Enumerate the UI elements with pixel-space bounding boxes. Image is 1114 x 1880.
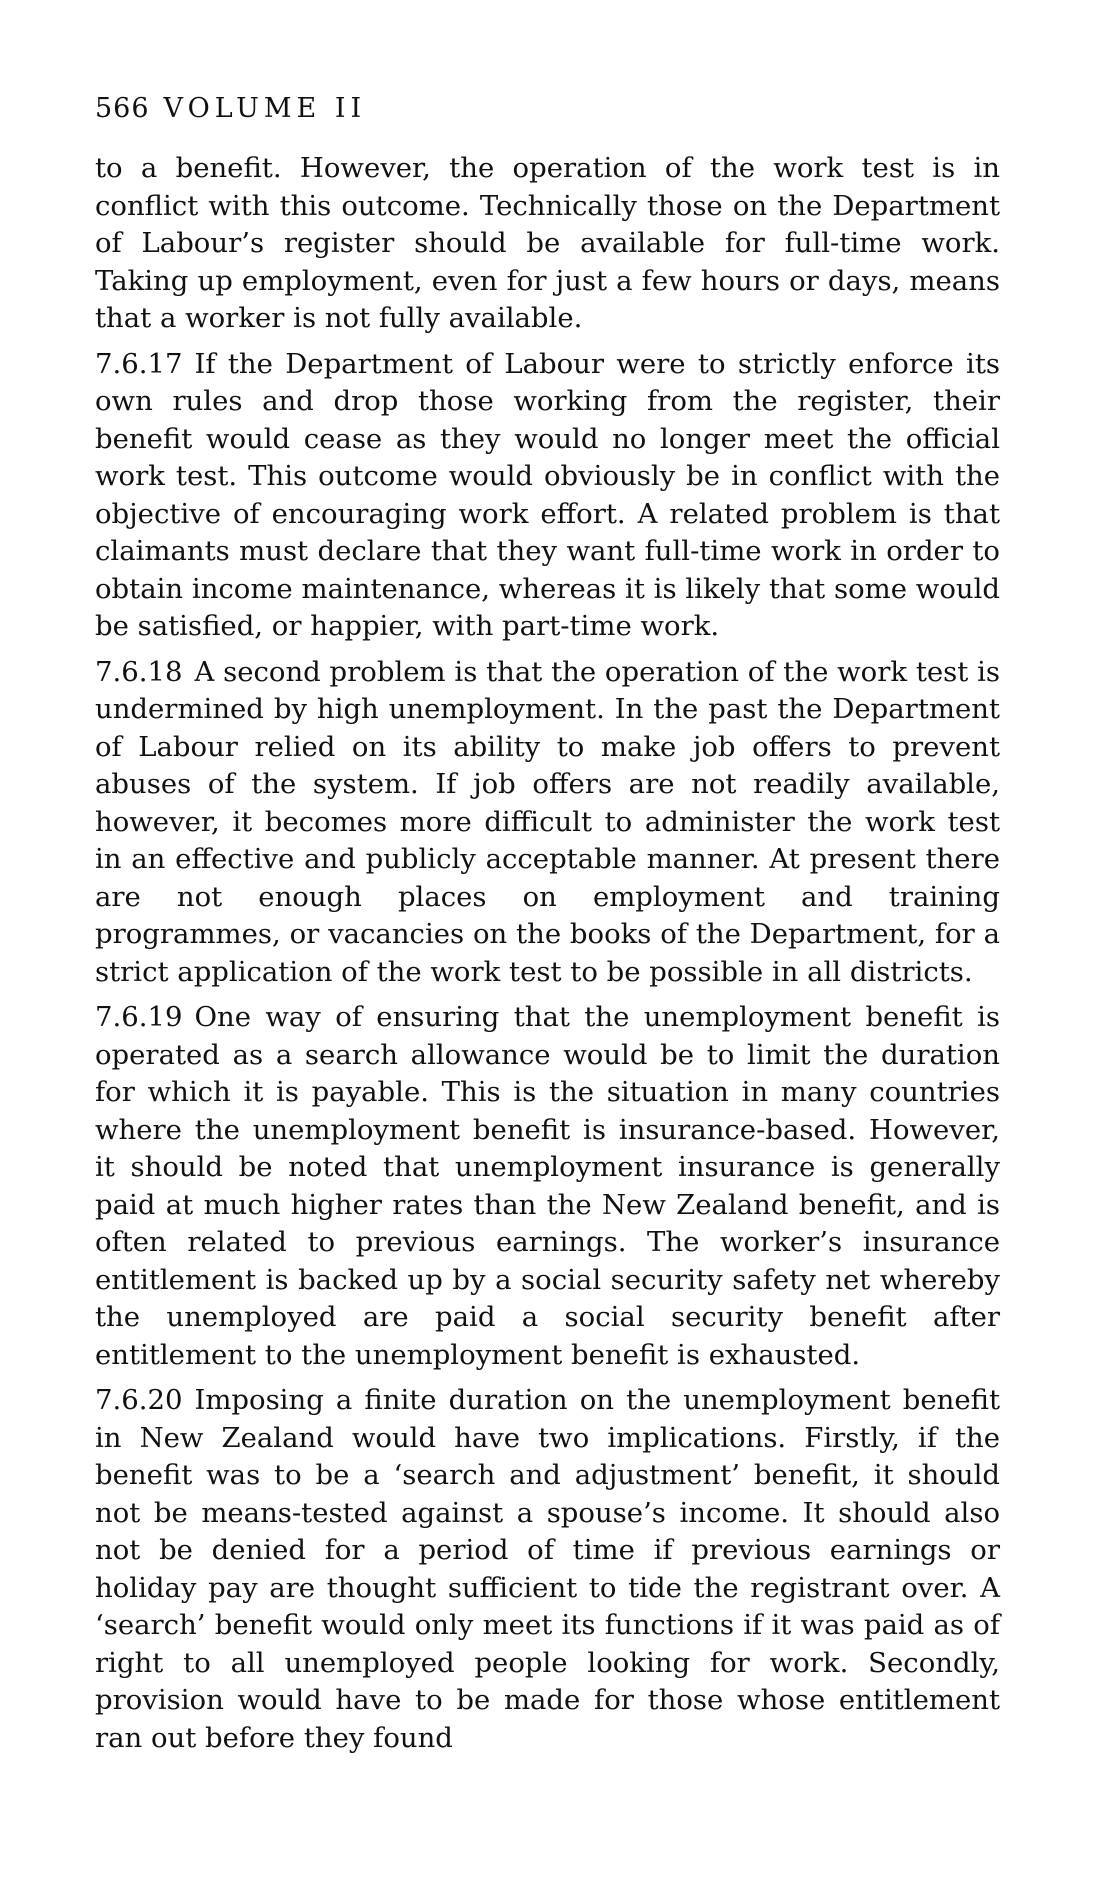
paragraph-text: Imposing a finite duration on the unemployment benefit in New Zealand would have two implications. Firstly, if the benefit was to be a ‘search and adjustment’ benefit, it should not be means-tested against a spouse’s income. It should also not be denied for a period of time if previous earnings or holiday pay are thought sufficient to tide the registrant over. A ‘search’ benefit would only meet its functions if it was paid as of right to all unemployed people looking for work. Secondly, provision would have to be made for those whose entitlement ran out before they found (95, 1384, 1000, 1754)
paragraph-7-6-17 (95, 346, 1000, 646)
paragraph-7-6-18 (95, 654, 1000, 992)
paragraph-text: One way of ensuring that the unemployment benefit is operated as a search allowance would be to limit the duration for which it is payable. This is the situation in many countries where the unemployment benefit is insurance-based. However, it should be noted that unemployment insurance is generally paid at much higher rates than the New Zealand benefit, and is often related to previous earnings. The worker’s insurance entitlement is backed up by a social security safety net whereby the unemployed are paid a social security benefit after entitlement to the unemployment benefit is exhausted. (95, 1001, 1000, 1371)
paragraph-continuation (95, 150, 1000, 338)
paragraph-number: 7.6.18 (95, 655, 183, 688)
paragraph-text: A second problem is that the operation of the work test is undermined by high unemployment. In the past the Department of Labour relied on its ability to make job offers to prevent abuses of the system. If job offers are not readily available, however, it becomes more difficult to administer the work test in an effective and publicly acceptable manner. At present there are not enough places on employment and training programmes, or vacancies on the books of the Department, for a strict application of the work test to be possible in all districts. (95, 655, 1000, 988)
paragraph-7-6-20 (95, 1382, 1000, 1757)
page-number: 566 (95, 93, 150, 124)
paragraph-number: 7.6.17 (95, 347, 183, 380)
page (95, 90, 1000, 1765)
paragraph-text: to a benefit. However, the operation of the work test is in conflict with this outcome. Technically those on the Department of Labour’s register should be available for full-time work. Taking up employment, even for just a few hours or days, means that a worker is not fully available. (95, 152, 1000, 334)
paragraph-7-6-19 (95, 999, 1000, 1374)
volume-label: VOLUME II (163, 93, 367, 124)
paragraph-number: 7.6.20 (95, 1384, 183, 1416)
paragraph-text: If the Department of Labour were to strictly enforce its own rules and drop those working from the register, their benefit would cease as they would no longer meet the official work test. This outcome would obviously be in conflict with the objective of encouraging work effort. A related problem is that claimants must declare that they want full-time work in order to obtain income maintenance, whereas it is likely that some would be satisfied, or happier, with part-time work. (95, 347, 1000, 642)
running-head (95, 90, 1000, 128)
paragraph-number: 7.6.19 (95, 1001, 183, 1033)
